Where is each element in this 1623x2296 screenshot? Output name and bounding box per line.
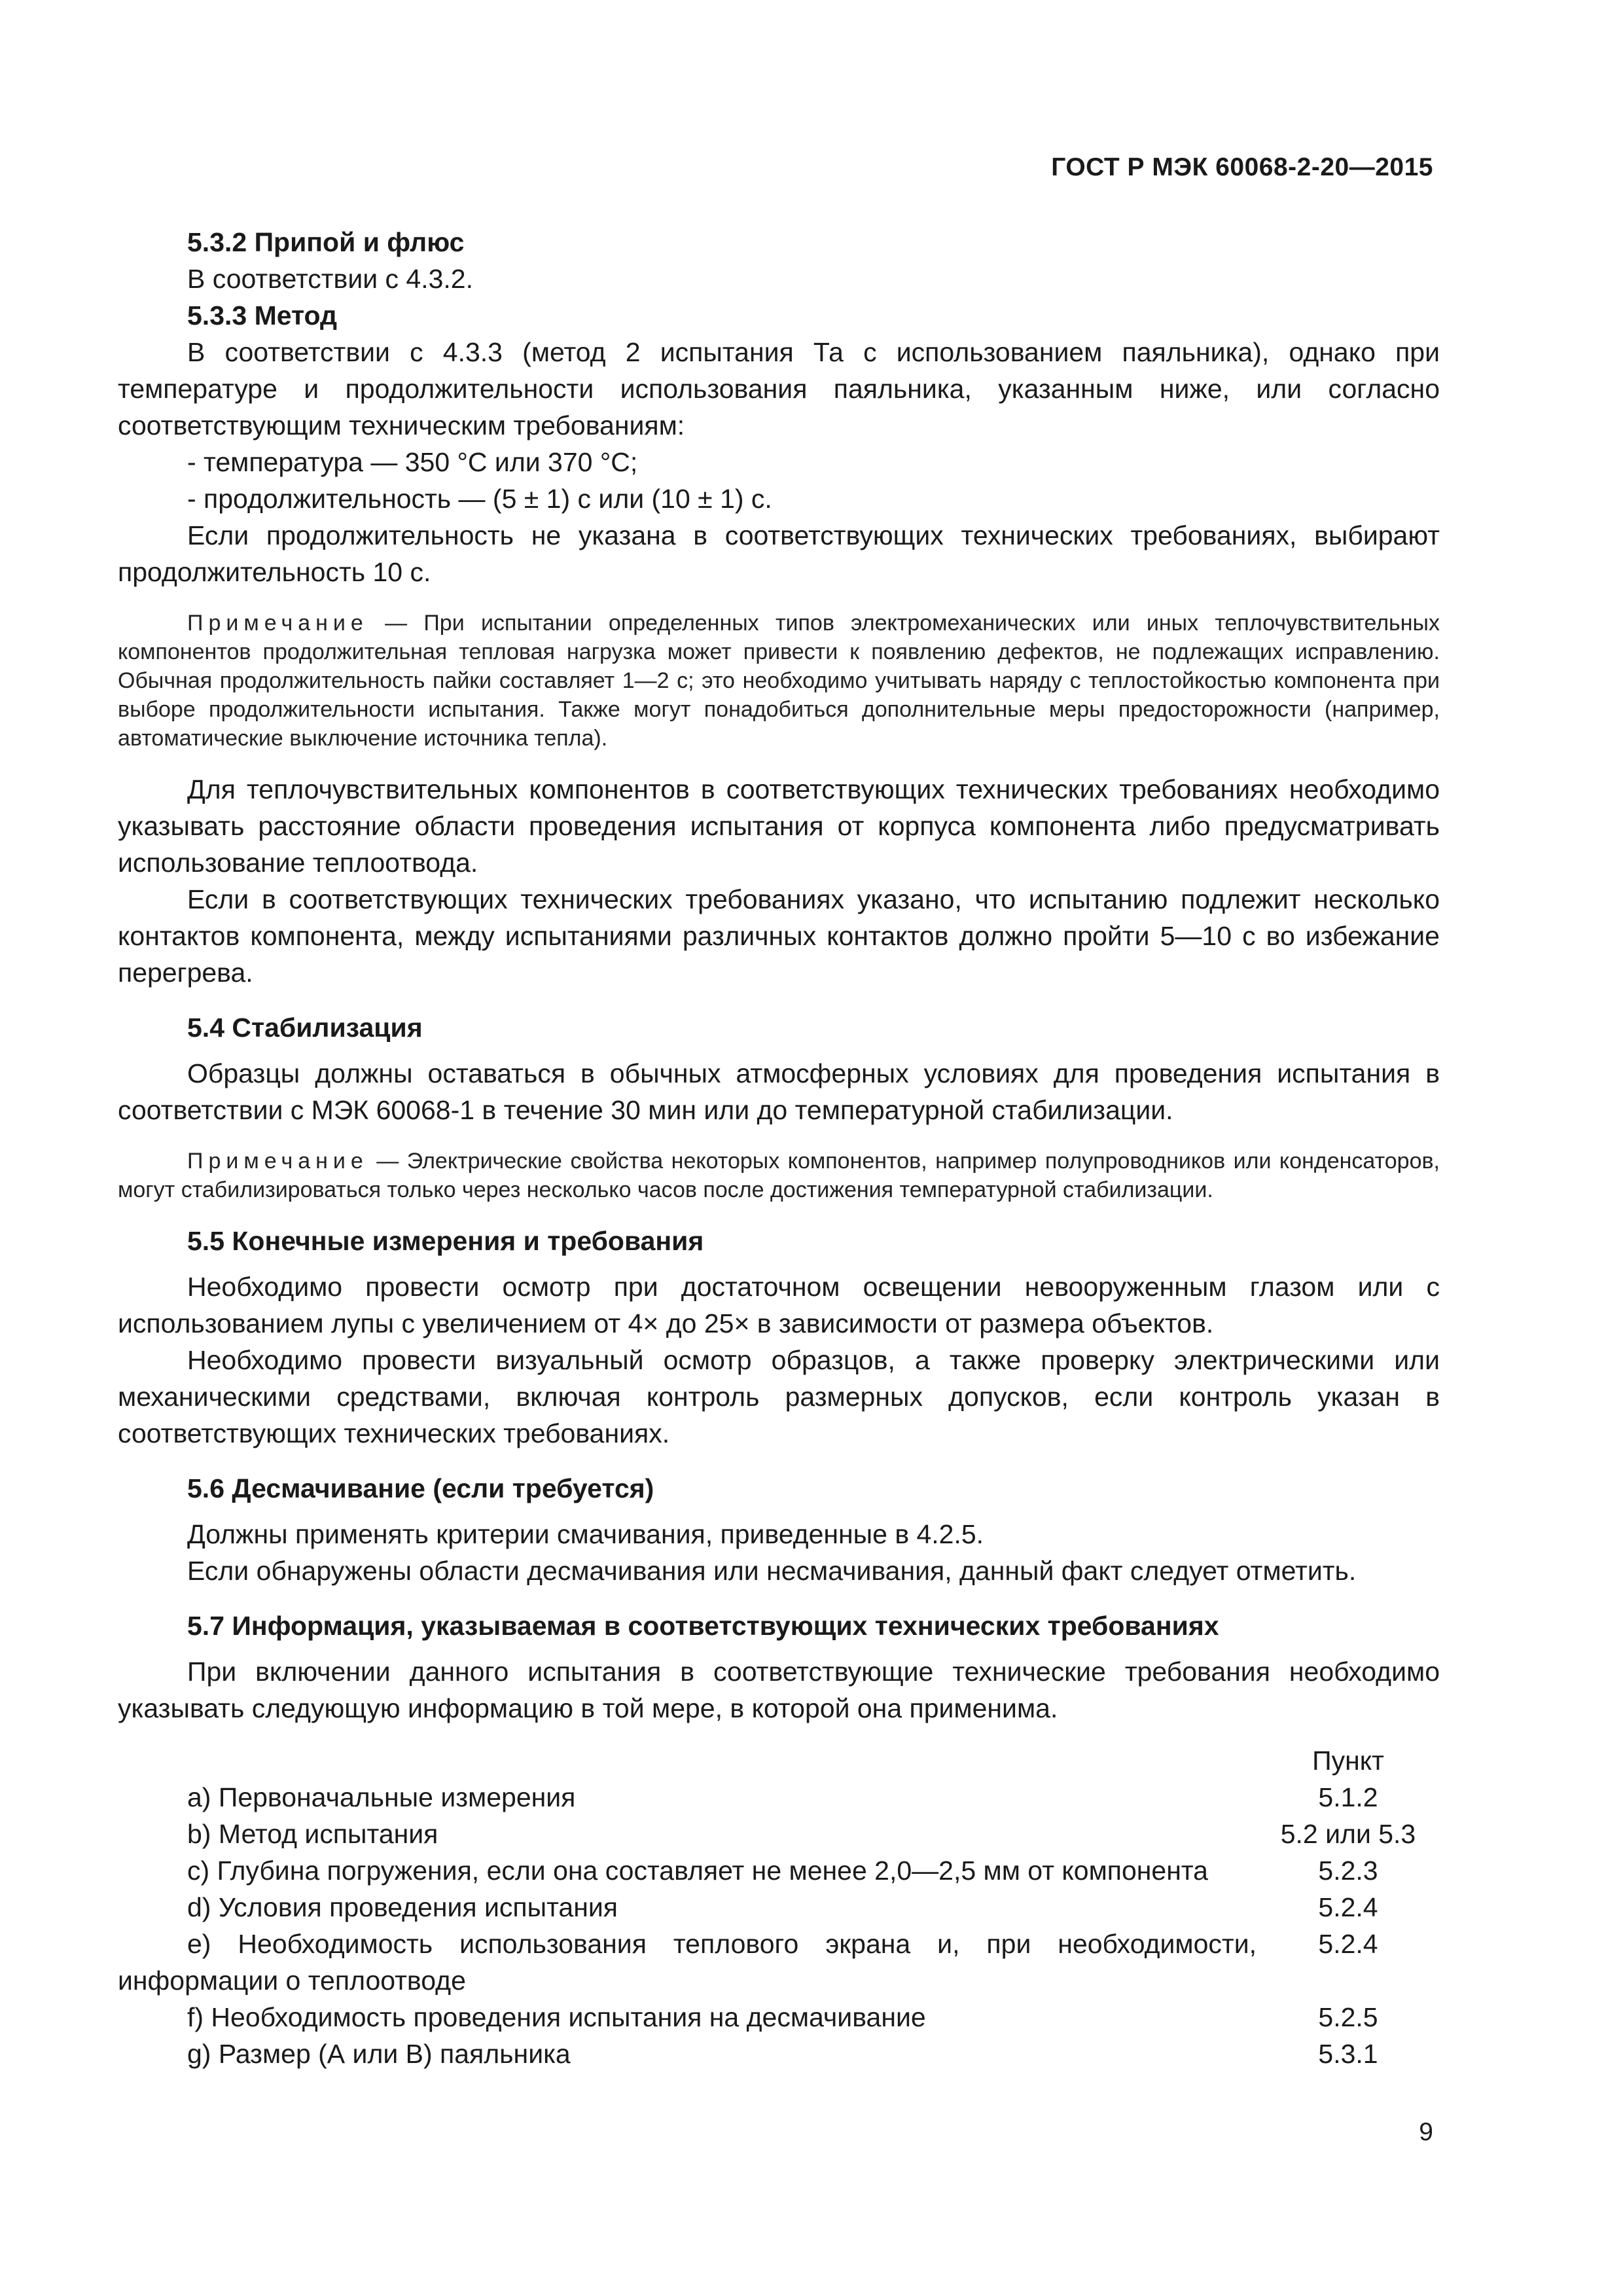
list-item: - продолжительность — (5 ± 1) с или (10 ± 1) с. (187, 484, 772, 514)
info-item-clause: 5.2 или 5.3 (1280, 1819, 1416, 1849)
list-item: - температура — 350 °С или 370 °С; (187, 447, 638, 477)
paragraph: Необходимо провести визуальный осмотр образцов, а также проверку электрическими или механическими средствами, включая контроль размерных допусков, если контроль указан в соответствующих технических требованиях. (118, 1345, 1440, 1448)
section-5-5-title: 5.5 Конечные измерения и требования (187, 1226, 704, 1256)
paragraph: Если в соответствующих технических требованиях указано, что испытанию подлежит несколько контактов компонента, между испытаниями различных контактов должно пройти 5—10 с во избежание перегрева. (118, 884, 1440, 988)
note-label: Примечание (187, 1149, 368, 1174)
info-list-row (118, 1816, 1440, 1852)
info-item-text: f) Необходимость проведения испытания на десмачивание (187, 2002, 926, 2032)
section-5-6-title: 5.6 Десмачивание (если требуется) (187, 1473, 654, 1503)
section-5-3-2-title: 5.3.2 Припой и флюс (187, 227, 465, 257)
info-list-row (118, 1999, 1440, 2036)
info-list-row (118, 1889, 1440, 1926)
paragraph: Должны применять критерии смачивания, приведенные в 4.2.5. (187, 1519, 984, 1549)
clause-column-header: Пункт (1312, 1746, 1384, 1776)
note (118, 1147, 1440, 1204)
paragraph: Необходимо провести осмотр при достаточном освещении невооруженным глазом или с использованием лупы с увеличением от 4× до 25× в зависимости от размера объектов. (118, 1272, 1440, 1338)
paragraph: При включении данного испытания в соответствующие технические требования необходимо указывать следующую информацию в той мере, в которой она применима. (118, 1657, 1440, 1723)
page-number: 9 (1419, 2118, 1433, 2146)
info-item-text: e) Необходимость использования теплового экрана и, при необходимости, информации о теплоотводе (118, 1929, 1257, 1996)
page-content (118, 224, 1440, 2072)
note-label: Примечание (187, 611, 368, 636)
info-item-text: d) Условия проведения испытания (187, 1892, 618, 1922)
info-item-text: c) Глубина погружения, если она составляет не менее 2,0—2,5 мм от компонента (187, 1856, 1208, 1886)
section-5-3-2-text: В соответствии с 4.3.2. (187, 264, 473, 294)
standard-designation: ГОСТ Р МЭК 60068-2-20—2015 (1051, 153, 1433, 181)
info-item-clause: 5.2.4 (1318, 1892, 1378, 1922)
paragraph: Если обнаружены области десмачивания или несмачивания, данный факт следует отметить. (187, 1556, 1357, 1586)
info-item-clause: 5.2.3 (1318, 1856, 1378, 1886)
note (118, 609, 1440, 753)
info-item-text: a) Первоначальные измерения (187, 1782, 576, 1812)
info-item-clause: 5.1.2 (1318, 1782, 1378, 1812)
info-item-clause: 5.3.1 (1318, 2039, 1378, 2069)
paragraph: Если продолжительность не указана в соответствующих технических требованиях, выбирают продолжительность 10 с. (118, 520, 1440, 587)
note-text: — Электрические свойства некоторых компонентов, например полупроводников или конденсаторов, могут стабилизироваться только через несколько часов после достижения температурной стабилизации. (118, 1149, 1440, 1202)
paragraph: В соответствии с 4.3.3 (метод 2 испытания Та с использованием паяльника), однако при температуре и продолжительности использования паяльника, указанным ниже, или согласно соответствующим техническим требованиям: (118, 337, 1440, 440)
info-list-row (118, 1852, 1440, 1889)
info-item-text: g) Размер (А или В) паяльника (187, 2039, 571, 2069)
info-list-row (118, 1926, 1440, 1999)
paragraph: Образцы должны оставаться в обычных атмосферных условиях для проведения испытания в соответствии с МЭК 60068-1 в течение 30 мин или до температурной стабилизации. (118, 1058, 1440, 1125)
info-item-text: b) Метод испытания (187, 1819, 438, 1849)
section-5-3-3-title: 5.3.3 Метод (187, 300, 338, 331)
section-5-4-title: 5.4 Стабилизация (187, 1013, 423, 1043)
section-5-7-title: 5.7 Информация, указываемая в соответствующих технических требованиях (187, 1611, 1219, 1641)
info-list-row (118, 1779, 1440, 1816)
note-text: — При испытании определенных типов электромеханических или иных теплочувствительных компонентов продолжительная тепловая нагрузка может привести к появлению дефектов, не подлежащих исправлению. Обычная продолжительность пайки составляет 1—2 с; это необходимо учитывать наряду с теплостойкостью компонента при выборе продолжительности испытания. Также могут понадобиться дополнительные меры предосторожности (например, автоматические выключение источника тепла). (118, 611, 1440, 751)
paragraph: Для теплочувствительных компонентов в соответствующих технических требованиях необходимо указывать расстояние области проведения испытания от корпуса компонента либо предусматривать использование теплоотвода. (118, 774, 1440, 878)
info-item-clause: 5.2.4 (1318, 1929, 1378, 1959)
info-list-row (118, 2036, 1440, 2072)
info-item-clause: 5.2.5 (1318, 2002, 1378, 2032)
